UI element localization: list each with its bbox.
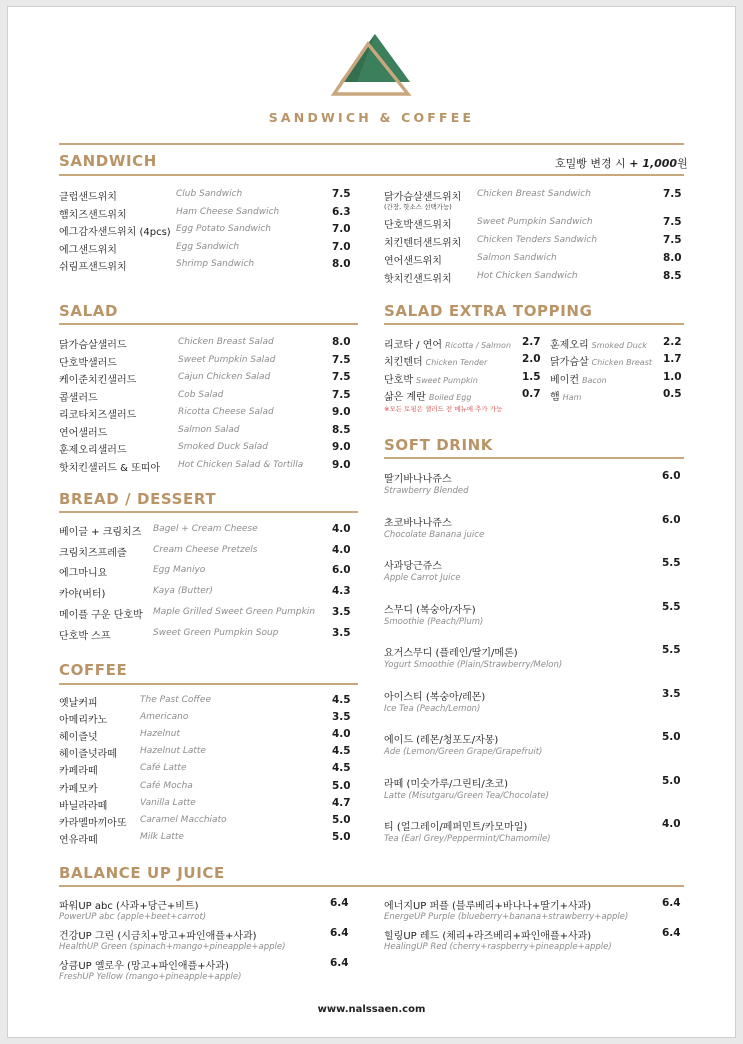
- rye-note-unit: 원: [677, 157, 688, 170]
- item-name-ko: 단호박: [384, 374, 413, 386]
- juice-name-en: EnergeUP Purple (blueberry+banana+strawberry+apple): [384, 912, 629, 922]
- menu-item: [59, 188, 362, 205]
- drink-price: 5.0: [662, 731, 681, 743]
- item-name-ko: 연어샐러드: [59, 427, 108, 439]
- item-price: 2.2: [663, 336, 682, 348]
- topping-item: [550, 371, 685, 388]
- menu-item: [59, 728, 362, 745]
- menu-item: [59, 389, 362, 406]
- juice-price: 6.4: [662, 927, 681, 939]
- item-price: 8.0: [332, 336, 351, 348]
- juice-section-title: BALANCE UP JUICE: [59, 864, 225, 882]
- drink-name-ko: 에이드 (레몬/청포도/자몽): [384, 735, 499, 746]
- item-name-en: Milk Latte: [140, 831, 184, 842]
- item-name-ko: 연어샌드위치: [384, 256, 442, 267]
- item-price: 9.0: [332, 441, 351, 453]
- item-name-en: Kaya (Butter): [153, 586, 213, 597]
- item-name-en: Club Sandwich: [176, 189, 243, 199]
- item-price: 4.5: [332, 694, 351, 706]
- coffee-section-title: COFFEE: [59, 661, 128, 679]
- item-name-ko: 아메리카노: [59, 715, 108, 727]
- item-price: 7.5: [663, 234, 682, 246]
- menu-item: [59, 814, 362, 831]
- item-name-ko: 훈제오리: [550, 340, 589, 351]
- item-name-en: Hazelnut: [140, 729, 180, 740]
- chicken-sandwich-sauce-note: (간장, 핫소스 선택가능): [384, 203, 452, 211]
- item-name: [384, 353, 487, 368]
- topping-item: [384, 388, 544, 405]
- menu-item: [59, 711, 362, 728]
- menu-item: [384, 216, 693, 233]
- menu-item: [59, 606, 362, 623]
- item-name-ko: 크림치즈프레즐: [59, 547, 127, 559]
- item-name-en: Chicken Tenders Sandwich: [477, 235, 598, 245]
- juice-name-ko: 힐링UP 레드 (체리+라즈베리+파인애플+사과): [384, 931, 592, 942]
- softdrink-divider: [384, 457, 684, 459]
- item-price: 2.7: [522, 336, 541, 348]
- item-price: 1.5: [522, 370, 541, 383]
- item-name-ko: 쉬림프샌드위치: [59, 262, 127, 273]
- item-name-ko: 핫치킨샐러드 & 또띠아: [59, 462, 161, 474]
- coffee-divider: [59, 683, 358, 685]
- menu-item: [59, 406, 362, 423]
- menu-item: [59, 564, 362, 581]
- menu-item: [59, 585, 362, 602]
- item-price: 5.0: [332, 779, 351, 792]
- menu-item: [59, 544, 362, 561]
- item-name-en: Bacon: [581, 375, 607, 385]
- item-name-ko: 닭가슴살: [550, 357, 589, 369]
- item-name-ko: 카라멜마끼아또: [59, 817, 127, 829]
- item-name-ko: 카야(버터): [59, 589, 106, 601]
- item-name-en: Vanilla Latte: [140, 797, 196, 808]
- item-name-en: Salmon Salad: [178, 424, 240, 435]
- item-price: 9.0: [332, 458, 351, 471]
- menu-item: [59, 424, 362, 441]
- item-name: [384, 371, 478, 386]
- item-price: 4.5: [332, 762, 351, 775]
- item-price: 5.0: [332, 830, 351, 843]
- item-name-ko: 에그마니요: [59, 568, 108, 580]
- menu-item: [59, 780, 362, 797]
- drink-name-en: Ade (Lemon/Green Grape/Grapefruit): [384, 747, 543, 757]
- menu-item: [59, 371, 362, 388]
- drink-name-ko: 스무디 (복숭아/자두): [384, 604, 476, 616]
- item-price: 0.5: [663, 387, 682, 400]
- item-name-ko: 클럽샌드위치: [59, 192, 117, 203]
- juice-name-ko: 상큼UP 옐로우 (망고+파인애플+사과): [59, 961, 229, 972]
- item-price: 9.0: [332, 406, 351, 418]
- salad-divider: [59, 323, 358, 325]
- topping-item: [550, 388, 685, 405]
- topping-warning: ※모든 토핑은 샐러드 전 메뉴에 추가 가능: [384, 405, 503, 413]
- rye-note-text: 호밀빵 변경 시: [555, 157, 626, 170]
- item-name-en: Hot Chicken Sandwich: [477, 271, 578, 281]
- drink-name-ko: 라떼 (미숫가루/그린티/초코): [384, 778, 508, 790]
- juice-name-ko: 건강UP 그린 (시금치+망고+파인애플+사과): [59, 931, 257, 942]
- item-name-en: Chicken Breast: [591, 358, 652, 368]
- drink-price: 3.5: [662, 687, 681, 700]
- item-name-en: Hazelnut Latte: [140, 746, 206, 757]
- juice-price: 6.4: [330, 897, 349, 909]
- item-name-en: Sweet Pumpkin: [415, 375, 478, 385]
- item-price: 4.0: [332, 523, 351, 535]
- item-name-en: Cream Cheese Pretzels: [153, 544, 258, 555]
- item-name-en: Bagel + Cream Cheese: [153, 524, 258, 534]
- item-price: 7.0: [332, 240, 351, 253]
- item-price: 6.0: [332, 564, 351, 577]
- item-name-en: Boiled Egg: [428, 392, 472, 402]
- item-name-en: Salmon Sandwich: [477, 253, 557, 263]
- item-name: [550, 371, 607, 386]
- topping-item: [384, 353, 544, 370]
- item-name-en: Ham Cheese Sandwich: [176, 206, 280, 217]
- drink-name-ko: 사과당근쥬스: [384, 561, 442, 572]
- item-name-ko: 단호박샐러드: [59, 357, 117, 369]
- item-name-en: Egg Maniyo: [153, 565, 206, 576]
- menu-item: [59, 223, 362, 240]
- item-price: 8.5: [663, 270, 682, 282]
- item-name-ko: 리코타치즈샐러드: [59, 410, 137, 421]
- item-name-ko: 닭가슴살샌드위치: [384, 192, 462, 203]
- drink-name-en: Yogurt Smoothie (Plain/Strawberry/Melon): [384, 660, 563, 670]
- item-name-en: Caramel Macchiato: [140, 814, 227, 825]
- drink-name-en: Strawberry Blended: [384, 486, 469, 496]
- item-price: 7.5: [332, 371, 351, 383]
- item-price: 6.3: [332, 205, 351, 218]
- item-price: 4.5: [332, 745, 351, 758]
- rye-bread-note: [555, 155, 688, 171]
- item-price: 0.7: [522, 387, 541, 400]
- item-price: 5.0: [332, 813, 351, 826]
- item-name-en: Café Latte: [140, 763, 187, 774]
- item-name-ko: 에그감자샌드위치 (4pcs): [59, 227, 171, 238]
- item-name-en: Cajun Chicken Salad: [178, 372, 271, 382]
- topping-item: [550, 353, 685, 370]
- item-name-en: Sweet Pumpkin Salad: [178, 354, 276, 365]
- item-name-ko: 카페모카: [59, 783, 98, 795]
- item-name: [384, 336, 511, 351]
- item-name-en: Shrimp Sandwich: [176, 259, 255, 269]
- item-name-en: Maple Grilled Sweet Green Pumpkin: [153, 606, 316, 617]
- juice-price: 6.4: [330, 957, 349, 969]
- item-name-ko: 카페라떼: [59, 766, 98, 778]
- juice-name-en: PowerUP abc (apple+beet+carrot): [59, 912, 207, 922]
- item-name-en: Sweet Pumpkin Sandwich: [477, 217, 593, 227]
- menu-item: [59, 441, 362, 458]
- sandwich-section-title: SANDWICH: [59, 152, 157, 170]
- drink-name-en: Chocolate Banana juice: [384, 529, 485, 540]
- drink-price: 5.5: [662, 557, 681, 569]
- item-price: 4.3: [332, 585, 351, 598]
- drink-name-en: Smoothie (Peach/Plum): [384, 616, 484, 627]
- menu-item: [384, 234, 693, 251]
- menu-item: [384, 252, 693, 269]
- item-price: 1.7: [663, 353, 682, 366]
- item-name-ko: 삶은 계란: [384, 391, 426, 403]
- item-price: 8.0: [663, 252, 682, 264]
- item-name-ko: 옛날커피: [59, 698, 98, 709]
- drink-price: 5.5: [662, 644, 681, 656]
- item-name-ko: 닭가슴살샐러드: [59, 340, 127, 351]
- item-name-ko: 바닐라라떼: [59, 800, 108, 812]
- item-name-ko: 핫치킨샌드위치: [384, 274, 452, 285]
- menu-item: [59, 627, 362, 644]
- juice-name-en: FreshUP Yellow (mango+pineapple+apple): [59, 972, 242, 982]
- item-name: [550, 336, 647, 351]
- menu-item: [59, 797, 362, 814]
- item-name-ko: 치킨텐더: [384, 357, 423, 369]
- item-price: 3.5: [332, 626, 351, 639]
- menu-item: [59, 694, 362, 711]
- item-price: 2.0: [522, 353, 541, 366]
- juice-name-ko: 에너지UP 퍼플 (블루베리+바나나+딸기+사과): [384, 901, 592, 912]
- menu-item: [59, 336, 362, 353]
- topping-divider: [384, 323, 684, 325]
- item-name-en: Cob Salad: [178, 389, 224, 400]
- item-name: [550, 353, 652, 368]
- item-price: 7.0: [332, 223, 351, 235]
- drink-name-en: Latte (Misutgaru/Green Tea/Chocolate): [384, 790, 549, 801]
- drink-price: 5.5: [662, 600, 681, 613]
- menu-item: [59, 523, 362, 540]
- footer-website: www.nalssaen.com: [317, 1004, 426, 1015]
- item-name-ko: 베이컨: [550, 374, 579, 386]
- drink-name-ko: 딸기바나나쥬스: [384, 474, 452, 485]
- item-name-ko: 햄치즈샌드위치: [59, 209, 127, 221]
- drink-name-en: Tea (Earl Grey/Peppermint/Chamomile): [384, 834, 551, 844]
- juice-name-en: HealthUP Green (spinach+mango+pineapple+apple): [59, 942, 286, 952]
- item-name-en: Ham: [562, 392, 582, 402]
- item-name-ko: 메이플 구운 단호박: [59, 609, 143, 621]
- item-name-en: Ricotta Cheese Salad: [178, 407, 274, 417]
- item-name-en: Sweet Green Pumpkin Soup: [153, 627, 279, 638]
- rye-note-price: + 1,000: [629, 157, 678, 170]
- menu-item: [59, 459, 362, 476]
- drink-price: 6.0: [662, 470, 681, 482]
- item-price: 3.5: [332, 605, 351, 618]
- drink-name-ko: 아이스티 (복숭아/레몬): [384, 691, 486, 703]
- topping-item: [550, 336, 685, 353]
- bread-divider: [59, 511, 358, 513]
- item-name-ko: 헤이즐넛: [59, 732, 98, 744]
- menu-item: [59, 762, 362, 779]
- topping-item: [384, 336, 544, 353]
- item-name-en: The Past Coffee: [140, 695, 211, 705]
- juice-name-en: HealingUP Red (cherry+raspberry+pineapple+apple): [384, 942, 612, 952]
- menu-item: [59, 258, 362, 275]
- item-name-ko: 헤이즐넛라떼: [59, 749, 117, 761]
- brand-title: SANDWICH & COFFEE: [268, 110, 475, 125]
- item-name-en: Americano: [140, 712, 189, 723]
- item-name-en: Chicken Breast Sandwich: [477, 189, 591, 199]
- item-price: 8.0: [332, 258, 351, 270]
- item-price: 1.0: [663, 370, 682, 383]
- sandwich-divider: [59, 174, 684, 176]
- menu-item: [59, 354, 362, 371]
- menu-item: [59, 241, 362, 258]
- item-name-ko: 리코타 / 연어: [384, 340, 443, 351]
- item-name-en: Café Mocha: [140, 780, 193, 791]
- header-divider: [59, 143, 684, 145]
- item-name-en: Chicken Breast Salad: [178, 337, 274, 347]
- menu-item: [384, 270, 693, 287]
- item-price: 4.7: [332, 796, 351, 809]
- drink-name-en: Apple Carrot Juice: [384, 573, 461, 583]
- juice-divider: [59, 885, 684, 887]
- drink-name-ko: 티 (얼그레이/페퍼민트/카모마일): [384, 822, 528, 833]
- item-name: [550, 388, 581, 403]
- item-name-en: Smoked Duck Salad: [178, 442, 268, 452]
- item-name-en: Hot Chicken Salad & Tortilla: [178, 459, 304, 470]
- item-price: 4.0: [332, 543, 351, 556]
- item-name: [384, 388, 471, 403]
- menu-item: [59, 206, 362, 223]
- drink-name-en: Ice Tea (Peach/Lemon): [384, 703, 481, 714]
- juice-price: 6.4: [662, 897, 681, 909]
- item-name-ko: 에그샌드위치: [59, 244, 117, 256]
- drink-name-ko: 요거스무디 (플레인/딸기/메론): [384, 648, 518, 659]
- item-name-en: Egg Sandwich: [176, 241, 240, 252]
- item-name-en: Chicken Tender: [425, 358, 488, 368]
- item-price: 7.5: [332, 388, 351, 401]
- item-name-ko: 햄: [550, 391, 560, 403]
- item-price: 8.5: [332, 423, 351, 436]
- item-price: 7.5: [663, 216, 682, 228]
- drink-price: 5.0: [662, 774, 681, 787]
- item-name-ko: 치킨텐더샌드위치: [384, 238, 462, 249]
- salad-section-title: SALAD: [59, 302, 119, 320]
- item-price: 7.5: [332, 188, 351, 200]
- item-price: 3.5: [332, 711, 351, 724]
- item-name-en: Smoked Duck: [591, 341, 647, 350]
- topping-section-title: SALAD EXTRA TOPPING: [384, 302, 593, 320]
- drink-price: 4.0: [662, 818, 681, 830]
- item-name-ko: 단호박 스프: [59, 630, 111, 642]
- menu-item: [59, 831, 362, 848]
- item-name-ko: 연유라떼: [59, 834, 98, 846]
- drink-price: 6.0: [662, 513, 681, 526]
- triangle-logo-icon: [328, 30, 414, 98]
- item-name-ko: 콥샐러드: [59, 392, 98, 404]
- bread-section-title: BREAD / DESSERT: [59, 490, 217, 508]
- item-price: 7.5: [663, 188, 682, 200]
- drink-name-ko: 초코바나나쥬스: [384, 517, 452, 529]
- item-name-en: Ricotta / Salmon: [445, 341, 512, 350]
- item-price: 7.5: [332, 353, 351, 366]
- item-name-ko: 케이준치킨샐러드: [59, 375, 137, 386]
- item-name-ko: 단호박샌드위치: [384, 220, 452, 231]
- juice-price: 6.4: [330, 927, 349, 939]
- softdrink-section-title: SOFT DRINK: [384, 436, 494, 454]
- juice-name-ko: 파워UP abc (사과+당근+비트): [59, 901, 199, 912]
- topping-item: [384, 371, 544, 388]
- item-price: 4.0: [332, 728, 351, 741]
- item-name-en: Egg Potato Sandwich: [176, 224, 272, 234]
- item-name-ko: 베이글 + 크림치즈: [59, 527, 142, 538]
- menu-item: [59, 745, 362, 762]
- item-name-ko: 훈제오리샐러드: [59, 445, 127, 456]
